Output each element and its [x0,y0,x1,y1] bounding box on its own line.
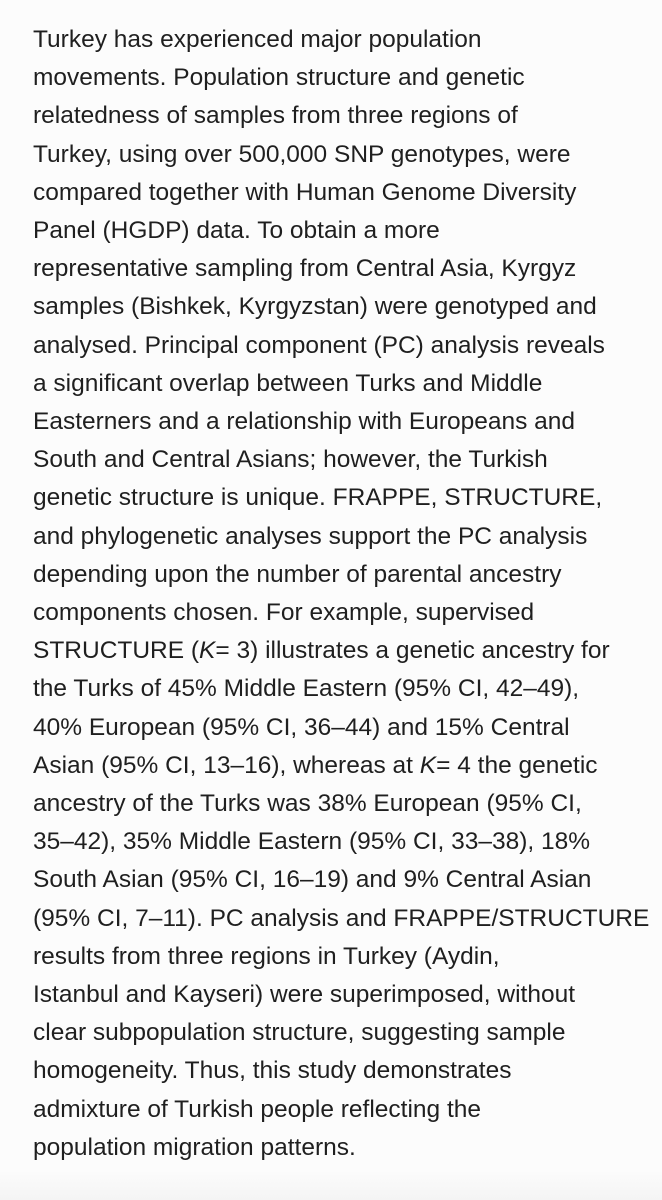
abstract-line: compared together with Human Genome Diversity [33,178,577,206]
abstract-line: genetic structure is unique. FRAPPE, STRUCTURE, [33,484,603,512]
abstract-line: Asian (95% CI, 13–16), whereas at K= 4 the genetic [33,751,598,779]
abstract-line: ancestry of the Turks was 38% European (95% CI, [33,790,582,818]
abstract-line: Turkey has experienced major population [33,26,482,53]
abstract-line: admixture of Turkish people reflecting the [33,1095,482,1123]
abstract-line: clear subpopulation structure, suggesting sample [33,1019,566,1047]
abstract-line: homogeneity. Thus, this study demonstrates [33,1057,512,1085]
abstract-line: STRUCTURE (K= 3) illustrates a genetic ancestry for [33,637,610,665]
abstract-line: and phylogenetic analyses support the PC analysis [33,522,588,550]
abstract-line: Easterners and a relationship with Europeans and [33,408,576,436]
abstract-line: population migration patterns. [33,1133,356,1161]
abstract-line: South and Central Asians; however, the Turkish [33,446,548,474]
abstract-line: results from three regions in Turkey (Aydin, [33,942,500,970]
k-variable: K [419,751,437,779]
abstract-line: 35–42), 35% Middle Eastern (95% CI, 33–38), 18% [33,828,591,856]
abstract-line: analysed. Principal component (PC) analysis reveals [33,331,605,359]
abstract-line: movements. Population structure and genetic [33,64,525,92]
abstract-line: samples (Bishkek, Kyrgyzstan) were genotyped and [33,293,597,321]
abstract-paragraph [33,21,658,1167]
abstract-line: Turkey, using over 500,000 SNP genotypes, were [33,140,571,168]
abstract-line: the Turks of 45% Middle Eastern (95% CI, 42–49), [33,675,580,703]
abstract-line: depending upon the number of parental ancestry [33,560,562,588]
abstract-line: relatedness of samples from three regions of [33,102,518,130]
abstract-line: South Asian (95% CI, 16–19) and 9% Central Asian [33,866,592,894]
abstract-line: representative sampling from Central Asia, Kyrgyz [33,255,577,283]
abstract-line: 40% European (95% CI, 36–44) and 15% Central [33,713,570,741]
abstract-line: Istanbul and Kayseri) were superimposed, without [33,981,576,1009]
bottom-edge-shadow [0,1170,662,1200]
k-variable: K [199,637,216,665]
abstract-line: a significant overlap between Turks and Middle [33,369,543,397]
abstract-line: Panel (HGDP) data. To obtain a more [33,217,440,245]
abstract-line: components chosen. For example, supervised [33,599,535,627]
abstract-line: (95% CI, 7–11). PC analysis and FRAPPE/STRUCTURE [33,904,650,932]
